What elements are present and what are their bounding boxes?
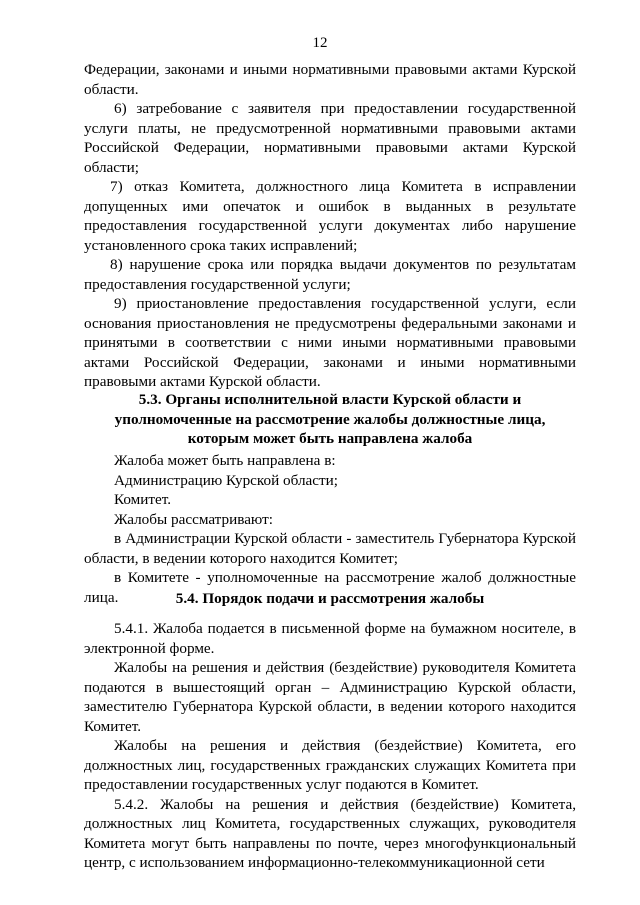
paragraph: Жалобы на решения и действия (бездействие) руководителя Комитета подаются в вышестоящий орган – Администрацию Курской области, заместителю Губернатора Курской области, в ведении которого находится Комитет. [84, 659, 576, 735]
section-complaint-grounds [84, 60, 576, 392]
paragraph: Жалобы на решения и действия (бездействие) Комитета, его должностных лиц, государственных гражданских служащих Комитета при предоставлении государственных услуг подаются в Комитет. [84, 737, 576, 793]
heading-5-3 [110, 390, 550, 449]
paragraph-item-7: 7) отказ Комитета, должностного лица Комитета в исправлении допущенных ими опечаток и ошибок в выданных в результате предоставления государственной услуги документах либо нарушение установленного срока таких исправлений; [84, 178, 576, 254]
paragraph: в Администрации Курской области - заместитель Губернатора Курской области, в ведении которого находится Комитет; [84, 530, 576, 567]
heading-5-4 [84, 589, 576, 609]
paragraph: в Комитете - уполномоченные на рассмотрение жалоб должностные лица. [84, 569, 576, 606]
paragraph: Комитет. [114, 491, 172, 508]
paragraph: Федерации, законами и иными нормативными правовыми актами Курской области. [84, 61, 576, 98]
paragraph: 5.4.2. Жалобы на решения и действия (бездействие) Комитета, должностных лиц Комитета, государственных служащих, руководителя Комитета могут быть направлены по почте, через многофункциональный центр, с использованием информационно-телекоммуникационной сети [84, 795, 576, 871]
paragraph: Администрацию Курской области; [114, 471, 339, 489]
section-heading: 5.3. Органы исполнительной власти Курской области и уполномоченные на рассмотрение жалобы должностные лица, которым может быть направлена жалоба [114, 391, 546, 447]
section-filing-procedure [84, 619, 576, 873]
paragraph-item-6: 6) затребование с заявителя при предоставлении государственной услуги платы, не предусмотренной нормативными правовыми актами Российской Федерации, нормативными правовыми актами Курской области; [84, 100, 576, 176]
paragraph: Жалоба может быть направлена в: [114, 452, 336, 469]
paragraph-item-8: 8) нарушение срока или порядка выдачи документов по результатам предоставления государственной услуги; [84, 256, 576, 293]
page-number: 12 [312, 35, 328, 51]
paragraph-item-9: 9) приостановление предоставления государственной услуги, если основания приостановления не предусмотрены федеральными законами и принятыми в соответствии с ними иными нормативными правовыми актами Российской Федерации, законами и иными нормативными правовыми актами Курской области. [84, 295, 576, 390]
paragraph: 5.4.1. Жалоба подается в письменной форме на бумажном носителе, в электронной форме. [84, 620, 576, 657]
section-heading: 5.4. Порядок подачи и рассмотрения жалобы [175, 590, 485, 607]
paragraph: Жалобы рассматривают: [114, 510, 273, 528]
section-addressees [84, 451, 576, 607]
